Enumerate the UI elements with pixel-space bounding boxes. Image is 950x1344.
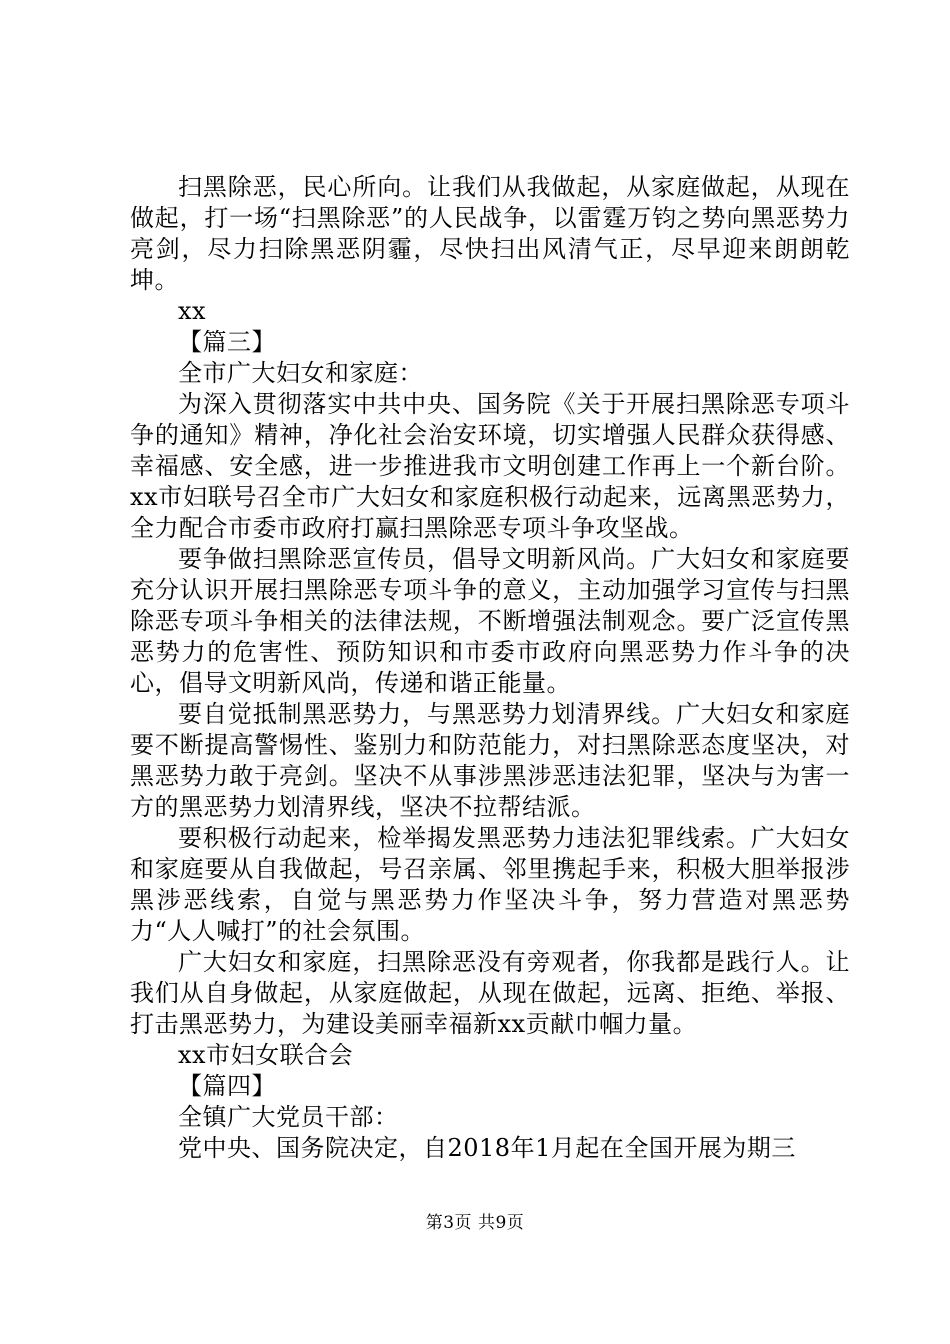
paragraph-closing-appeal: 扫黑除恶，民心所向。让我们从我做起，从家庭做起，从现在做起，打一场“扫黑除恶”的人民战争，以雷霆万钧之势向黑恶势力亮剑，尽力扫除黑恶阴霾，尽快扫出风清气正，尽早迎来朗朗乾坤。: [130, 173, 850, 294]
salutation-women-families: 全市广大妇女和家庭：: [178, 359, 423, 387]
salutation-party-cadres: 全镇广大党员干部：: [178, 1103, 399, 1131]
document-body: [130, 172, 850, 1164]
paragraph-part-four-start: 党中央、国务院决定，自2018年1月起在全国开展为期三: [178, 1134, 796, 1162]
paragraph-report: 要积极行动起来，检举揭发黑恶势力违法犯罪线索。广大妇女和家庭要从自我做起，号召亲属、邻里携起手来，积极大胆举报涉黑涉恶线索，自觉与黑恶势力作坚决斗争，努力营造对黑恶势力“人人喊打”的社会氛围。: [130, 824, 850, 945]
section-heading-part-three: 【篇三】: [178, 328, 276, 356]
paragraph-promoter: 要争做扫黑除恶宣传员，倡导文明新风尚。广大妇女和家庭要充分认识开展扫黑除恶专项斗争的意义，主动加强学习宣传与扫黑除恶专项斗争相关的法律法规，不断增强法制观念。要广泛宣传黑恶势力的危害性、预防知识和市委市政府向黑恶势力作斗争的决心，倡导文明新风尚，传递和谐正能量。: [130, 545, 850, 697]
paragraph-resist: 要自觉抵制黑恶势力，与黑恶势力划清界线。广大妇女和家庭要不断提高警惕性、鉴别力和防范能力，对扫黑除恶态度坚决，对黑恶势力敢于亮剑。坚决不从事涉黑涉恶违法犯罪，坚决与为害一方的黑恶势力划清界线，坚决不拉帮结派。: [130, 700, 850, 821]
paragraph-intro: 为深入贯彻落实中共中央、国务院《关于开展扫黑除恶专项斗争的通知》精神，净化社会治安环境，切实增强人民群众获得感、幸福感、安全感，进一步推进我市文明创建工作再上一个新台阶。xx市妇联号召全市广大妇女和家庭积极行动起来，远离黑恶势力，全力配合市委市政府打赢扫黑除恶专项斗争攻坚战。: [130, 390, 850, 542]
section-heading-part-four: 【篇四】: [178, 1072, 276, 1100]
signature-xx: xx: [178, 297, 207, 325]
page-number-footer: 第3页 共9页: [425, 1213, 525, 1233]
paragraph-call-to-action: 广大妇女和家庭，扫黑除恶没有旁观者，你我都是践行人。让我们从自身做起，从家庭做起，从现在做起，远离、拒绝、举报、打击黑恶势力，为建设美丽幸福新xx贡献巾帼力量。: [130, 948, 850, 1038]
signature-womens-federation: xx市妇女联合会: [178, 1041, 354, 1069]
